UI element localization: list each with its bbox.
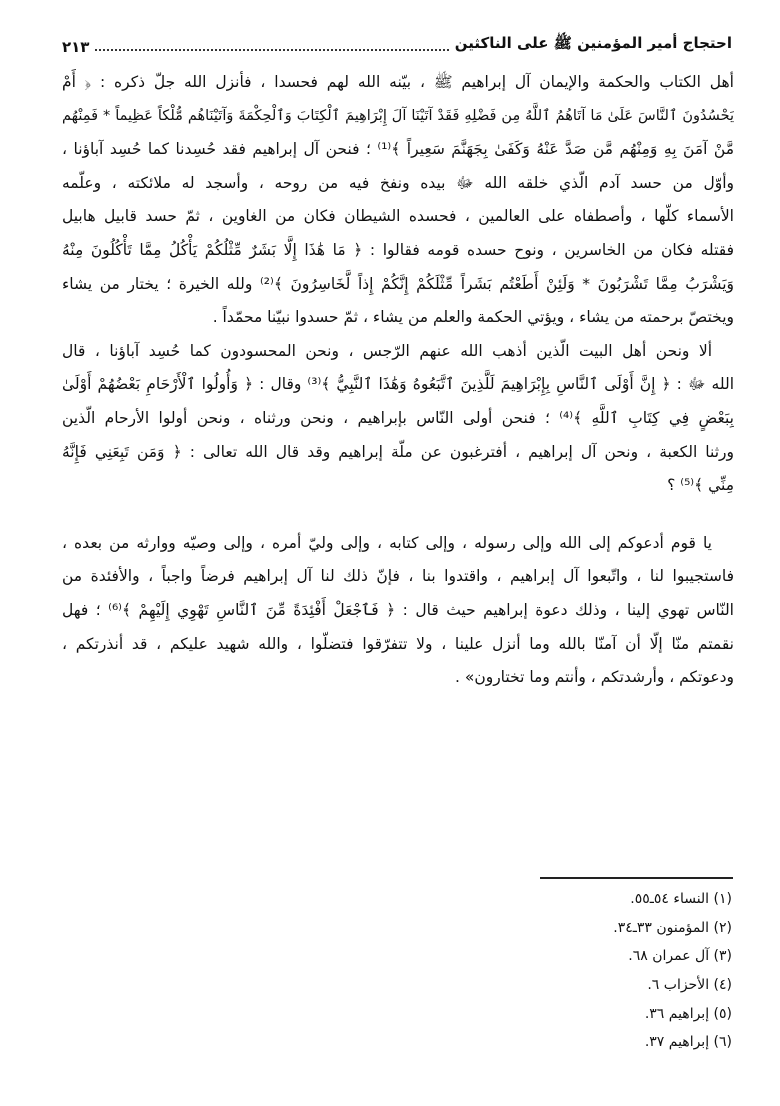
- text-line: يا قوم أدعوكم إلى الله وإلى رسوله ، وإلى كتابه ، وإلى وليّ أمره ، وإلى وصيّه ووارثه من بعده ،: [62, 533, 712, 552]
- footnote-2: (٢) المؤمنون ٣٣ـ٣٤.: [613, 919, 732, 936]
- text-line: النّاس تهوي إلينا ، وذلك دعوة إبراهيم حيث قال : ﴿ فَٱجْعَلْ أَفْئِدَةً مِّنَ ٱلنَّاسِ تَهْوِي إِلَيْهِمْ ﴾⁽⁶⁾ ؛ فهل: [62, 600, 734, 619]
- footnote-separator: [540, 877, 733, 879]
- text-line: بِبَعْضٍ فِي كِتَابِ ٱللَّهِ ﴾⁽⁴⁾ ؛ فنحن أولى النّاس بإبراهيم ، ونحن ورثناه ، ونحن أولوا الأرحام الّذين: [62, 408, 734, 427]
- footnote-4: (٤) الأحزاب ٦.: [647, 977, 732, 994]
- paragraph-3: [62, 527, 734, 695]
- footnote-3: (٣) آل عمران ٦٨.: [628, 948, 732, 965]
- footnote-6: (٦) إبراهيم ٣٧.: [644, 1034, 732, 1051]
- footnotes: [472, 885, 732, 1057]
- text-line: ودعوتكم ، وأرشدتكم ، وأنتم وما تختارون» .: [454, 668, 734, 687]
- text-line: نقمتم منّا إلّا أن آمنّا بالله وما أنزل علينا ، ولا تتفرّقوا فتضلّوا ، والله شهيد عليكم ، قد أنذرتكم ،: [62, 634, 734, 653]
- paragraph-1: [62, 66, 734, 335]
- text-line: وأوّل من حسد آدم الّذي خلقه الله ﷻ بيده ونفخ فيه من روحه ، وأسجد له ملائكته ، وعلّمه: [62, 173, 734, 192]
- text-line: مَّنْ آمَنَ بِهِ وَمِنْهُم مَّن صَدَّ عَنْهُ وَكَفَىٰ بِجَهَنَّمَ سَعِيراً ﴾⁽¹⁾ ؛ فنحن آل إبراهيم فقد حُسِدنا كما حُسِد آباؤنا ،: [62, 140, 734, 159]
- header-title: احتجاج أمير المؤمنين ﷺ على الناكثين: [454, 34, 732, 52]
- text-line: يَحْسُدُونَ ٱلنَّاسَ عَلَىٰ مَا آتَاهُمُ ٱللَّهُ مِن فَضْلِهِ فَقَدْ آتَيْنَا آلَ إِبْرَاهِيمَ ٱلْكِتَابَ وَٱلْحِكْمَةَ وَآتَيْنَاهُم مُّلْكاً عَظِيماً * فَمِنْهُم: [62, 107, 734, 124]
- header-dot-leader: [95, 49, 448, 51]
- footnote-1: (١) النساء ٥٤ـ٥٥.: [630, 891, 732, 907]
- text-line: الأسماء كلّها ، وأصطفاه على العالمين ، فحسده الشيطان فكان من الغاوين ، ثمّ حسد قابيل هابيل: [62, 207, 734, 226]
- text-line: أهل الكتاب والحكمة والإيمان آل إبراهيم ﷺ ، بيّنه الله لهم فحسدا ، فأنزل الله جلّ ذكره : ﴿ أَمْ: [62, 73, 734, 91]
- running-header: [62, 30, 732, 56]
- text-line: ورثنا الكعبة ، ونحن آل إبراهيم ، أفترغبون عن ملّة إبراهيم وقد قال الله تعالى : ﴿ وَمَن تَبِعَنِي فَإِنَّهُ: [62, 442, 734, 461]
- text-line: مِنِّي ﴾⁽⁵⁾ ؟: [667, 476, 734, 495]
- footnote-5: (٥) إبراهيم ٣٦.: [644, 1005, 732, 1022]
- text-line: فاستجيبوا لنا ، واتّبعوا آل إبراهيم ، واقتدوا بنا ، فإنّ ذلك لنا آل إبراهيم فرضاً واجباً ، والأفئدة من: [62, 567, 734, 586]
- text-line: وَيَشْرَبُ مِمَّا تَشْرَبُونَ * وَلَئِنْ أَطَعْتُم بَشَراً مِّثْلَكُمْ إِنَّكُمْ إِذاً لَّخَاسِرُونَ ﴾⁽²⁾ ولله الخيرة ؛ يختار من يشاء: [62, 274, 734, 293]
- text-line: ألا ونحن أهل البيت الّذين أذهب الله عنهم الرّجس ، ونحن المحسودون كما حُسِد آباؤنا ، قال: [62, 341, 712, 360]
- text-line: ويختصّ برحمته من يشاء ، ويؤتي الحكمة والعلم من يشاء ، ثمّ حسدوا نبيّنا محمّداً .: [212, 308, 734, 327]
- page-number: ٢١٣: [62, 38, 90, 56]
- page-body: [62, 66, 734, 695]
- text-line: الله ﷻ : ﴿ إِنَّ أَوْلَى ٱلنَّاسِ بِإِبْرَاهِيمَ لَلَّذِينَ ٱتَّبَعُوهُ وَهَٰذَا ٱلنَّبِيُّ ﴾⁽³⁾ وقال : ﴿ وَأُولُوا ٱلْأَرْحَامِ بَعْضُهُمْ أَوْلَىٰ: [62, 375, 734, 394]
- text-line: فقتله فكان من الخاسرين ، ونوح حسده قومه فقالوا : ﴿ مَا هَٰذَا إِلَّا بَشَرٌ مِّثْلُكُمْ يَأْكُلُ مِمَّا تَأْكُلُونَ مِنْهُ: [62, 240, 734, 259]
- paragraph-2: [62, 335, 734, 503]
